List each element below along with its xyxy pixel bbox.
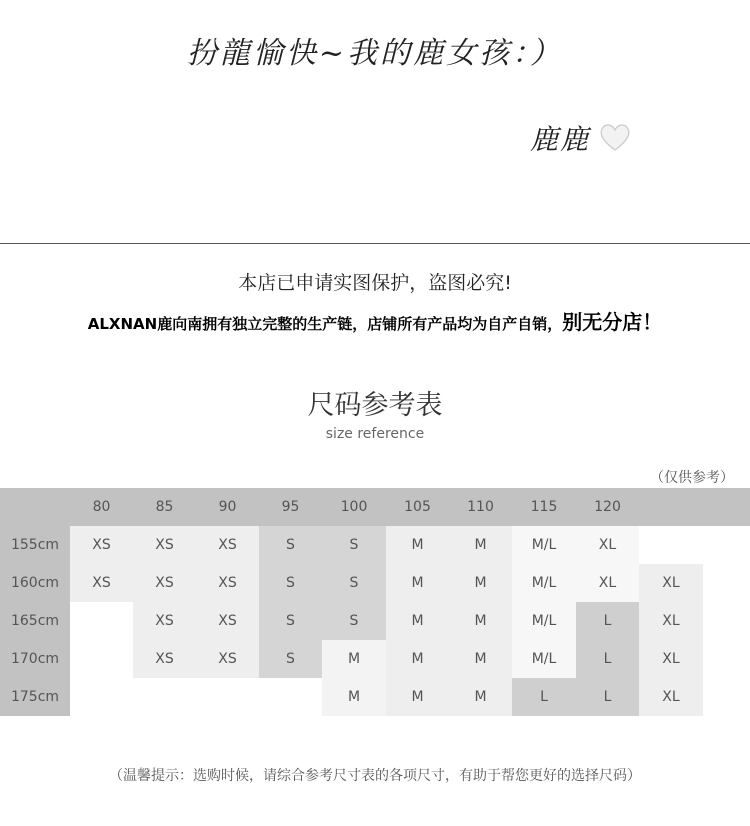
size-cell: M xyxy=(322,640,386,678)
size-cell: M xyxy=(386,564,449,602)
chest-size-header: 100 xyxy=(340,499,368,515)
size-cell: XS xyxy=(133,526,196,564)
height-row-label: 155cm xyxy=(0,526,70,564)
size-cell: M xyxy=(449,678,512,716)
size-cell: M/L xyxy=(512,564,576,602)
size-cell: L xyxy=(512,678,576,716)
size-cell: M xyxy=(386,678,449,716)
chest-size-header: 120 xyxy=(594,499,621,515)
chest-size-header: 95 xyxy=(281,499,300,515)
size-cell: XS xyxy=(70,526,133,564)
size-table xyxy=(0,488,750,718)
size-cell xyxy=(70,678,133,716)
size-cell: M/L xyxy=(512,602,576,640)
size-cell: XL xyxy=(639,678,703,716)
size-cell: XS xyxy=(133,602,196,640)
size-cell: XS xyxy=(196,640,259,678)
size-cell xyxy=(196,678,259,716)
size-cell: XL xyxy=(639,640,703,678)
height-row-label: 170cm xyxy=(0,640,70,678)
greeting-text: 扮龍愉快~我的鹿女孩：） xyxy=(186,36,564,71)
size-cell: M xyxy=(449,602,512,640)
size-cell xyxy=(133,678,196,716)
chest-size-header: 85 xyxy=(155,499,174,515)
size-tip-footnote: （温馨提示：选购时候，请综合参考尺寸表的各项尺寸，有助于帮您更好的选择尺码） xyxy=(109,768,641,784)
size-cell: S xyxy=(322,526,386,564)
height-row-label: 165cm xyxy=(0,602,70,640)
chest-size-header: 90 xyxy=(218,499,237,515)
size-cell xyxy=(70,602,133,640)
size-cell: M xyxy=(386,640,449,678)
size-cell: S xyxy=(322,602,386,640)
size-cell: S xyxy=(259,640,322,678)
size-cell: L xyxy=(576,602,639,640)
size-cell: M xyxy=(449,526,512,564)
brand-notice-text: ALXNAN鹿向南拥有独立完整的生产链，店铺所有产品均为自产自销， xyxy=(87,315,563,333)
size-cell: M xyxy=(322,678,386,716)
size-cell: M/L xyxy=(512,526,576,564)
image-protection-notice: 本店已申请实图保护，盗图必究! xyxy=(238,272,512,294)
height-row-label: 175cm xyxy=(0,678,70,716)
size-cell: M xyxy=(386,526,449,564)
chest-size-header: 115 xyxy=(530,499,558,515)
size-cell: XS xyxy=(196,526,259,564)
size-cell: XL xyxy=(639,602,703,640)
size-cell: L xyxy=(576,678,639,716)
size-cell xyxy=(259,678,322,716)
section-divider xyxy=(0,243,750,244)
white-heart-icon xyxy=(598,120,632,154)
size-cell: L xyxy=(576,640,639,678)
size-cell xyxy=(639,526,703,564)
size-cell: S xyxy=(259,526,322,564)
size-cell: XS xyxy=(196,602,259,640)
size-cell: M xyxy=(449,640,512,678)
size-cell: S xyxy=(259,564,322,602)
size-cell: XL xyxy=(639,564,703,602)
chest-size-header: 110 xyxy=(467,499,494,515)
size-cell: M xyxy=(449,564,512,602)
size-cell: M/L xyxy=(512,640,576,678)
size-cell: XL xyxy=(576,526,639,564)
size-table-subtitle: size reference xyxy=(325,426,425,442)
reference-only-note: （仅供参考） xyxy=(650,470,734,486)
height-row-label: 160cm xyxy=(0,564,70,602)
brand-notice xyxy=(0,306,750,335)
size-cell: XS xyxy=(133,640,196,678)
size-cell: S xyxy=(259,602,322,640)
brand-notice-emphasis: 别无分店！ xyxy=(562,310,663,334)
size-cell: XS xyxy=(133,564,196,602)
size-cell xyxy=(70,640,133,678)
chest-size-header: 105 xyxy=(404,499,431,515)
size-cell: M xyxy=(386,602,449,640)
chest-size-header: 80 xyxy=(92,499,111,515)
size-cell: S xyxy=(322,564,386,602)
size-cell: XS xyxy=(70,564,133,602)
size-cell: XS xyxy=(196,564,259,602)
size-table-title: 尺码参考表 xyxy=(307,390,443,421)
size-cell: XL xyxy=(576,564,639,602)
signature-text: 鹿鹿 xyxy=(530,123,591,156)
